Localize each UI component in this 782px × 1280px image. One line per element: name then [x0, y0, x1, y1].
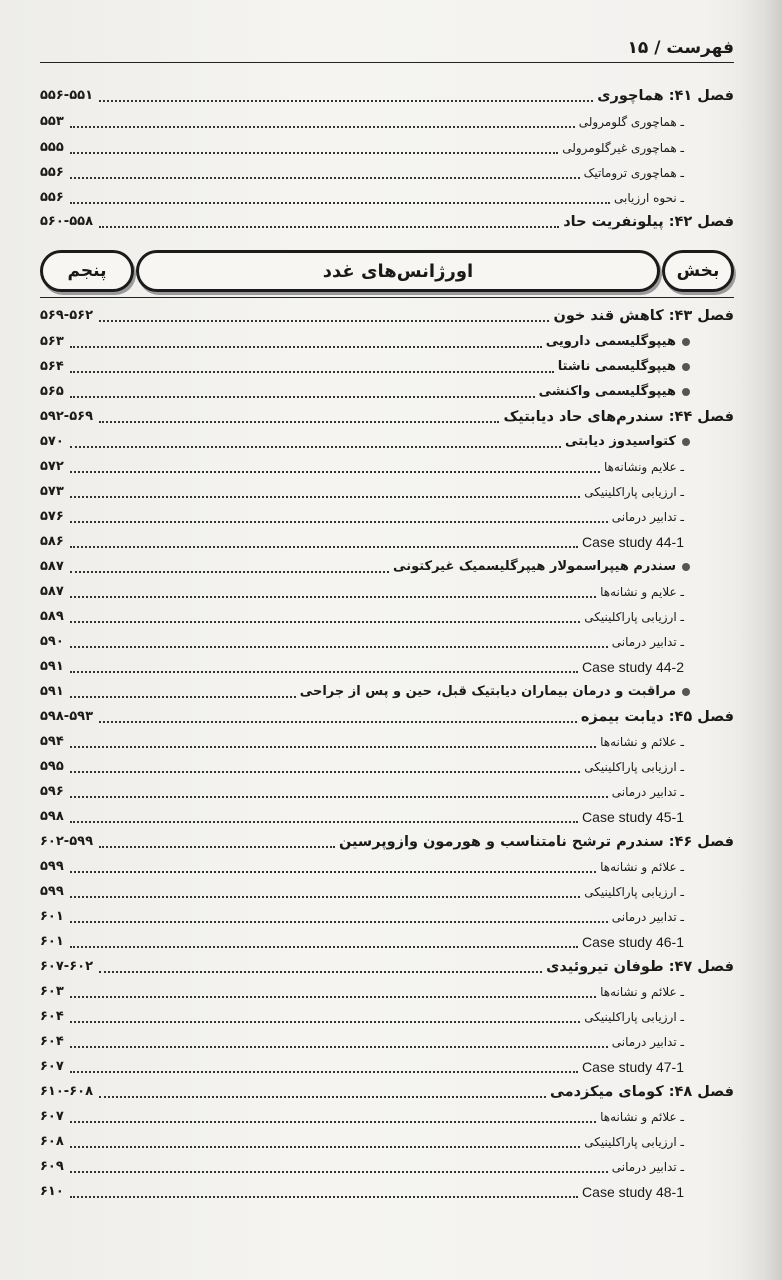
dot-leader: [70, 1121, 596, 1123]
bullet-icon: [682, 388, 690, 396]
entry-page: ۵۷۶: [40, 509, 64, 524]
entry-page: ۶۰۳: [40, 984, 64, 999]
dot-leader: [99, 721, 577, 723]
entry-title: فصل ۴۱: هماچوری: [597, 88, 734, 104]
entry-page: ۵۹۸-۵۹۳: [40, 709, 94, 724]
part-number: پنجم: [67, 261, 107, 281]
entry-page: ۵۷۳: [40, 484, 64, 499]
chapter-entry: [40, 304, 734, 328]
entry-title: ـ هماچوری تروماتیک: [583, 166, 684, 180]
entry-title: ـ تدابیر درمانی: [611, 1035, 684, 1049]
entry-page: ۵۹۱: [40, 659, 64, 674]
part-label-pill: [662, 250, 734, 292]
entry-page: ۵۶۳: [40, 334, 64, 349]
part-label: بخش: [676, 261, 720, 281]
entry-title: فصل ۴۵: دیابت بیمزه: [580, 709, 734, 725]
dot-leader: [70, 177, 580, 179]
entry-page: ۵۶۹-۵۶۲: [40, 308, 94, 323]
dot-leader: [70, 1071, 578, 1073]
dot-leader: [99, 226, 559, 228]
entry-title: Case study 48-1: [582, 1184, 684, 1200]
dot-leader: [99, 421, 499, 423]
entry-page: ۵۵۶: [40, 165, 64, 180]
dot-leader: [70, 621, 580, 623]
toc-entry: [40, 780, 734, 804]
toc-entry: [40, 380, 734, 404]
dot-leader: [70, 396, 535, 398]
entry-title: هیپوگلیسمی واکنشی: [538, 384, 676, 399]
entry-page: ۵۵۶: [40, 190, 64, 205]
entry-title: ـ تدابیر درمانی: [611, 785, 684, 799]
dot-leader: [70, 946, 578, 948]
dot-leader: [70, 126, 575, 128]
entry-page: ۶۰۷-۶۰۲: [40, 959, 94, 974]
entry-title: ـ نحوه ارزیابی: [614, 191, 684, 205]
toc-entry: [40, 455, 734, 479]
entry-title: ـ علائم و نشانه‌ها: [600, 985, 684, 999]
dot-leader: [70, 596, 596, 598]
entry-title: ـ علایم ونشانه‌ها: [603, 460, 684, 474]
toc-entry: [40, 430, 734, 454]
dot-leader: [70, 446, 561, 448]
entry-page: ۶۰۲-۵۹۹: [40, 834, 94, 849]
entry-page: ۵۹۵: [40, 759, 64, 774]
entry-page: ۶۰۷: [40, 1059, 64, 1074]
entry-page: ۵۶۵: [40, 384, 64, 399]
dot-leader: [99, 846, 335, 848]
entry-page: ۵۷۲: [40, 459, 64, 474]
toc-entry: [40, 1030, 734, 1054]
part-title-pill: [136, 250, 660, 292]
entry-title: ـ ارزیابی پاراکلینیکی: [584, 1135, 684, 1149]
entry-title: هیپوگلیسمی ناشتا: [557, 359, 676, 374]
dot-leader: [70, 771, 580, 773]
dot-leader: [70, 496, 580, 498]
entry-page: ۵۹۹: [40, 884, 64, 899]
entry-title: فصل ۴۳: کاهش قند خون: [553, 308, 734, 324]
dot-leader: [70, 746, 596, 748]
toc-entry: [40, 355, 734, 379]
entry-title: ـ تدابیر درمانی: [611, 510, 684, 524]
entry-page: ۵۷۰: [40, 434, 64, 449]
entry-page: ۶۰۴: [40, 1034, 64, 1049]
dot-leader: [70, 796, 608, 798]
entry-page: ۶۰۴: [40, 1009, 64, 1024]
toc-entry: [40, 555, 734, 579]
case-study-entry: [40, 805, 734, 829]
toc-entry: [40, 855, 734, 879]
entry-page: ۵۵۶-۵۵۱: [40, 88, 94, 103]
bullet-icon: [682, 688, 690, 696]
chapter-entry: [40, 1080, 734, 1104]
entry-page: ۶۰۱: [40, 909, 64, 924]
entry-page: ۶۰۱: [40, 934, 64, 949]
dot-leader: [70, 921, 608, 923]
entry-title: Case study 44-2: [582, 659, 684, 675]
entry-title: فصل ۴۴: سندرم‌های حاد دیابتیک: [503, 409, 734, 425]
entry-page: ۵۹۴: [40, 734, 64, 749]
chapter-entry: [40, 705, 734, 729]
dot-leader: [99, 100, 593, 102]
entry-page: ۵۹۹: [40, 859, 64, 874]
toc-entry: [40, 905, 734, 929]
entry-page: ۵۵۳: [40, 114, 64, 129]
toc-entry: [40, 580, 734, 604]
header-rule: [40, 62, 734, 63]
dot-leader: [99, 1096, 546, 1098]
entry-title: ـ تدابیر درمانی: [611, 635, 684, 649]
toc-entry: [40, 730, 734, 754]
dot-leader: [70, 996, 596, 998]
entry-page: ۶۰۹: [40, 1159, 64, 1174]
entry-title: فصل ۴۸: کومای میکزدمی: [549, 1084, 734, 1100]
entry-page: ۵۹۸: [40, 809, 64, 824]
dot-leader: [70, 521, 608, 523]
toc-entry: [40, 330, 734, 354]
entry-title: ـ تدابیر درمانی: [611, 1160, 684, 1174]
entry-page: ۵۸۷: [40, 584, 64, 599]
entry-title: ـ هماچوری غیرگلومرولی: [562, 141, 684, 155]
entry-title: ـ علائم و نشانه‌ها: [600, 1110, 684, 1124]
bullet-icon: [682, 338, 690, 346]
facing-page-edge: [738, 0, 782, 1280]
entry-page: ۵۶۴: [40, 359, 64, 374]
entry-title: ـ تدابیر درمانی: [611, 910, 684, 924]
entry-title: کتواسیدوز دیابتی: [565, 434, 676, 449]
entry-title: ـ علایم و نشانه‌ها: [600, 585, 684, 599]
toc-entry: [40, 186, 734, 210]
dot-leader: [70, 896, 580, 898]
dot-leader: [99, 971, 542, 973]
bullet-icon: [682, 438, 690, 446]
entry-page: ۵۹۱: [40, 684, 64, 699]
entry-title: ـ ارزیابی پاراکلینیکی: [584, 1010, 684, 1024]
entry-title: مراقبت و درمان بیماران دیابتیک قبل، حین و پس از جراحی: [299, 684, 676, 699]
dot-leader: [70, 202, 610, 204]
entry-page: ۵۵۵: [40, 140, 64, 155]
bullet-icon: [682, 563, 690, 571]
entry-title: Case study 46-1: [582, 934, 684, 950]
entry-page: ۵۸۶: [40, 534, 64, 549]
dot-leader: [70, 1046, 608, 1048]
part-banner: [40, 248, 734, 292]
dot-leader: [70, 646, 608, 648]
chapter-entry: [40, 84, 734, 108]
entry-title: Case study 47-1: [582, 1059, 684, 1075]
dot-leader: [70, 1196, 578, 1198]
dot-leader: [70, 571, 389, 573]
toc-entry: [40, 980, 734, 1004]
entry-page: ۶۰۷: [40, 1109, 64, 1124]
entry-page: ۵۸۷: [40, 559, 64, 574]
toc-entry: [40, 605, 734, 629]
page-header-title: فهرست / ۱۵: [627, 38, 734, 58]
entry-title: ـ ارزیابی پاراکلینیکی: [584, 885, 684, 899]
toc-entry: [40, 505, 734, 529]
toc-entry: [40, 110, 734, 134]
dot-leader: [70, 821, 578, 823]
toc-entry: [40, 680, 734, 704]
dot-leader: [70, 546, 578, 548]
entry-title: هیپوگلیسمی دارویی: [545, 334, 676, 349]
entry-page: ۶۱۰: [40, 1184, 64, 1199]
toc-entry: [40, 755, 734, 779]
entry-title: فصل ۴۶: سندرم ترشح نامتناسب و هورمون وازوپرسین: [338, 834, 734, 850]
dot-leader: [70, 1146, 580, 1148]
toc-entry: [40, 1105, 734, 1129]
chapter-entry: [40, 210, 734, 234]
part-number-pill: [40, 250, 134, 292]
entry-title: ـ علائم و نشانه‌ها: [600, 860, 684, 874]
case-study-entry: [40, 530, 734, 554]
entry-title: ـ علائم و نشانه‌ها: [600, 735, 684, 749]
entry-title: ـ ارزیابی پاراکلینیکی: [584, 760, 684, 774]
entry-title: سندرم هیپراسمولار هیپرگلیسمیک غیرکتونی: [393, 559, 676, 574]
dot-leader: [70, 1171, 608, 1173]
entry-page: ۵۹۶: [40, 784, 64, 799]
toc-entry: [40, 630, 734, 654]
dot-leader: [70, 346, 542, 348]
entry-page: ۵۹۰: [40, 634, 64, 649]
dot-leader: [70, 471, 600, 473]
dot-leader: [70, 1021, 580, 1023]
case-study-entry: [40, 930, 734, 954]
dot-leader: [70, 371, 554, 373]
bullet-icon: [682, 363, 690, 371]
entry-page: ۵۹۲-۵۶۹: [40, 409, 94, 424]
toc-entry: [40, 161, 734, 185]
chapter-entry: [40, 955, 734, 979]
toc-entry: [40, 1130, 734, 1154]
entry-title: ـ ارزیابی پاراکلینیکی: [584, 485, 684, 499]
entry-title: Case study 45-1: [582, 809, 684, 825]
toc-entry: [40, 880, 734, 904]
toc-entry: [40, 1005, 734, 1029]
entry-title: ـ هماچوری گلومرولی: [578, 115, 684, 129]
entry-title: فصل ۴۷: طوفان تیروئیدی: [546, 959, 734, 975]
entry-page: ۶۰۸: [40, 1134, 64, 1149]
dot-leader: [70, 696, 296, 698]
toc-entry: [40, 1155, 734, 1179]
entry-page: ۵۸۹: [40, 609, 64, 624]
section-rule: [40, 297, 734, 298]
dot-leader: [70, 871, 596, 873]
case-study-entry: [40, 655, 734, 679]
toc-entry: [40, 136, 734, 160]
part-title: اورژانس‌های غدد: [322, 260, 474, 282]
case-study-entry: [40, 1055, 734, 1079]
entry-title: ـ ارزیابی پاراکلینیکی: [584, 610, 684, 624]
page-header: [40, 36, 734, 62]
case-study-entry: [40, 1180, 734, 1204]
entry-page: ۵۶۰-۵۵۸: [40, 214, 94, 229]
entry-title: فصل ۴۲: پیلونفریت حاد: [563, 214, 734, 230]
entry-title: Case study 44-1: [582, 534, 684, 550]
dot-leader: [70, 671, 578, 673]
dot-leader: [70, 152, 558, 154]
dot-leader: [99, 320, 549, 322]
chapter-entry: [40, 830, 734, 854]
entry-page: ۶۱۰-۶۰۸: [40, 1084, 94, 1099]
chapter-entry: [40, 405, 734, 429]
toc-entry: [40, 480, 734, 504]
